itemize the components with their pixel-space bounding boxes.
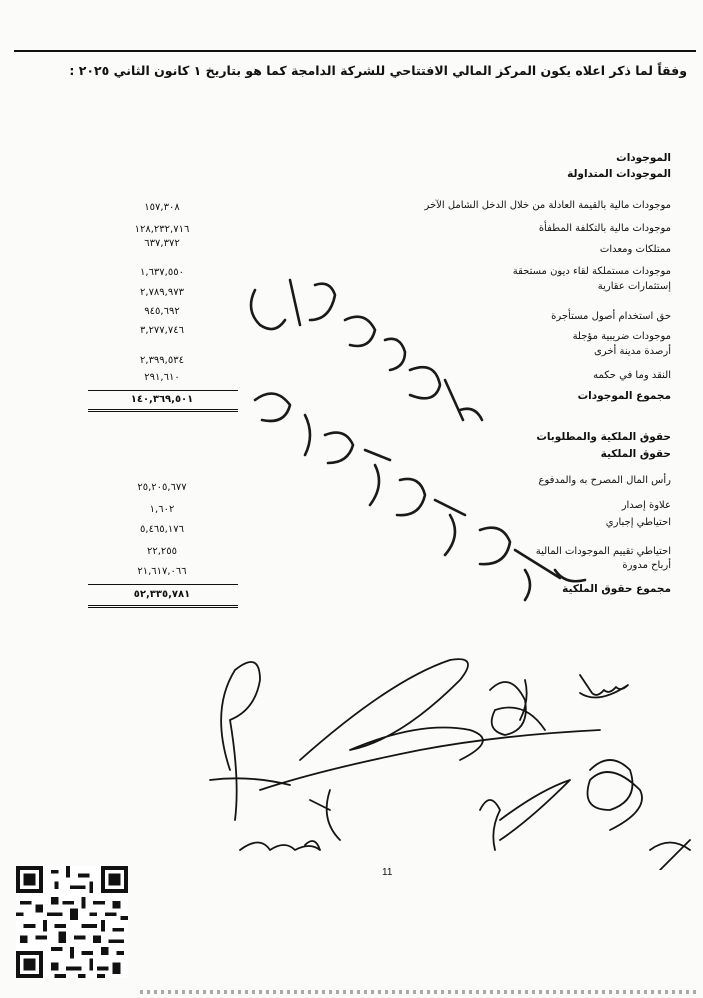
asset-row-label: موجودات مستملكة لقاء ديون مستحقة bbox=[512, 266, 671, 277]
asset-row-label: موجودات مالية بالتكلفة المطفأة bbox=[538, 223, 671, 234]
equity-row-value: ١,٦٠٢ bbox=[149, 504, 175, 515]
equity-total-rule bbox=[88, 605, 238, 608]
equity-row-label: علاوة إصدار bbox=[621, 500, 671, 511]
equity-row-value: ٢١,٦١٧,٠٦٦ bbox=[137, 566, 187, 577]
asset-row-value: ٩٤٥,٦٩٢ bbox=[144, 306, 180, 317]
asset-row-label: حق استخدام أصول مستأجرة bbox=[551, 311, 671, 322]
assets-total-rule bbox=[88, 409, 238, 412]
asset-row-value: ٢,٣٩٩,٥٣٤ bbox=[140, 355, 184, 366]
page-number: 11 bbox=[382, 867, 393, 878]
asset-row-label: النقد وما في حكمه bbox=[593, 370, 671, 381]
equity-row-label: احتياطي تقييم الموجودات المالية bbox=[535, 546, 671, 557]
asset-row-value: ٢,٧٨٩,٩٧٣ bbox=[140, 287, 184, 298]
equity-row-label: احتياطي إجباري bbox=[605, 517, 671, 528]
asset-row-value: ١,٦٣٧,٥٥٠ bbox=[140, 267, 184, 278]
asset-row-value: ٦٣٧,٣٧٢ bbox=[144, 238, 180, 249]
equity-total-value: ٥٢,٣٣٥,٧٨١ bbox=[133, 589, 191, 600]
top-rule bbox=[14, 50, 696, 52]
current-assets-title: الموجودات المتداولة bbox=[567, 168, 671, 180]
equity-row-label: أرباح مدورة bbox=[622, 560, 671, 571]
asset-row-label: إستثمارات عقارية bbox=[597, 281, 671, 292]
asset-row-label: موجودات ضريبية مؤجلة bbox=[572, 331, 671, 342]
signatures-icon bbox=[180, 630, 700, 870]
asset-row-label: أرصدة مدينة أخرى bbox=[593, 346, 671, 357]
assets-total-value: ١٤٠,٣٦٩,٥٠١ bbox=[130, 394, 194, 405]
equity-liabilities-title: حقوق الملكية والمطلوبات bbox=[536, 431, 671, 443]
equity-row-value: ٥,٤٦٥,١٧٦ bbox=[140, 524, 184, 535]
equity-subtotal-rule bbox=[88, 584, 238, 585]
assets-total-label: مجموع الموجودات bbox=[577, 390, 671, 402]
statement-heading: وفقاً لما ذكر اعلاه يكون المركز المالي الافتتاحي للشركة الدامجة كما هو بتاريخ ١ كانون الثاني ٢٠٢٥ : bbox=[69, 63, 687, 78]
asset-row-value: ٢٩١,٦١٠ bbox=[144, 372, 180, 383]
equity-row-label: رأس المال المصرح به والمدفوع bbox=[538, 475, 671, 486]
equity-row-value: ٢٥,٢٠٥,٦٧٧ bbox=[137, 482, 187, 493]
equity-title: حقوق الملكية bbox=[600, 448, 671, 460]
equity-row-value: ٢٢,٢٥٥ bbox=[146, 546, 178, 557]
asset-row-label: موجودات مالية بالقيمة العادلة من خلال الدخل الشامل الآخر bbox=[424, 200, 671, 211]
qr-code-icon bbox=[16, 866, 128, 978]
assets-title: الموجودات bbox=[616, 152, 671, 164]
equity-total-label: مجموع حقوق الملكية bbox=[562, 583, 671, 595]
asset-row-value: ١٢٨,٢٣٢,٧١٦ bbox=[134, 224, 190, 235]
asset-row-value: ١٥٧,٣٠٨ bbox=[144, 202, 180, 213]
asset-row-value: ٣,٢٧٧,٧٤٦ bbox=[140, 325, 184, 336]
asset-row-label: ممتلكات ومعدات bbox=[599, 244, 671, 255]
bottom-print-noise bbox=[140, 990, 700, 994]
assets-subtotal-rule bbox=[88, 390, 238, 391]
